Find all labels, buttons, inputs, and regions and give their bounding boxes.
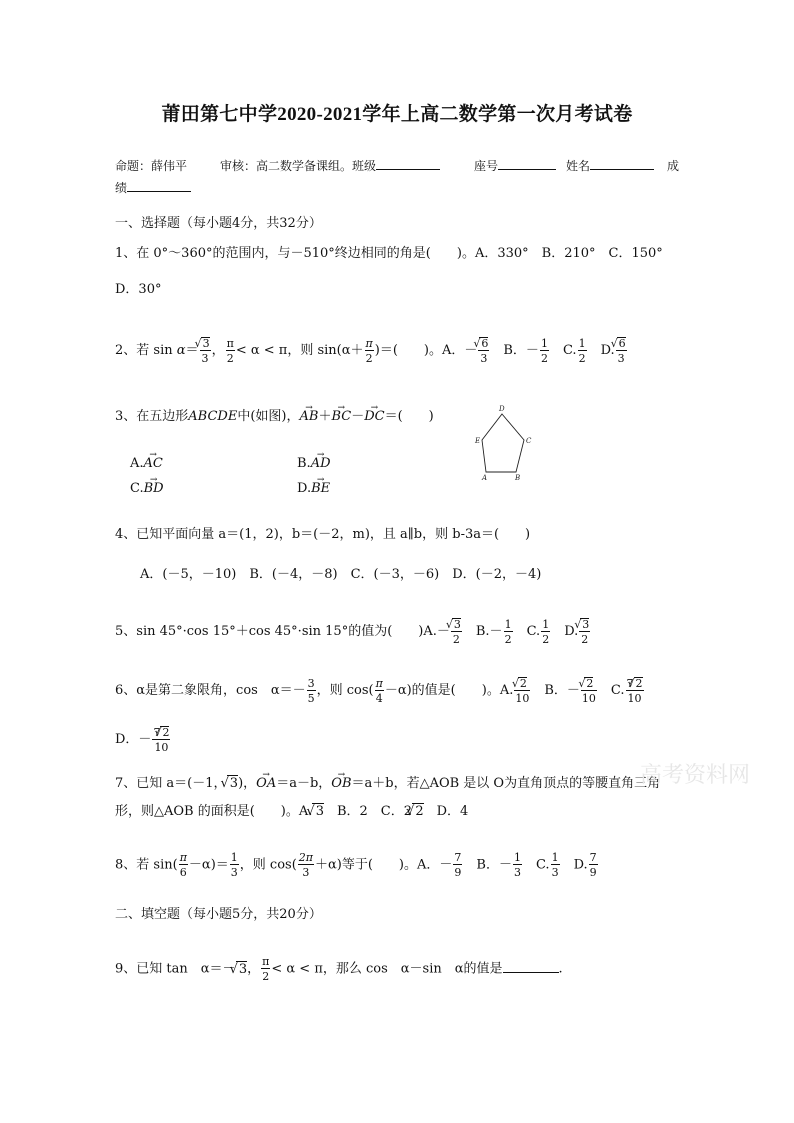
question-1-option-d: D．30°: [115, 282, 162, 297]
reviewer-text: 审核：高二数学备课组。班级: [220, 159, 377, 173]
question-3-option-a: A.→ AC: [130, 456, 163, 472]
name-field: [566, 158, 654, 174]
answer-blank[interactable]: [503, 972, 559, 973]
name-label: 姓名: [566, 159, 591, 173]
question-7-line-2: 形，则△AOB 的面积是( )。A.√ 3 B．2 C．2√ 2 D．4: [115, 803, 468, 820]
pentagon-diagram: [472, 402, 542, 484]
score-blank[interactable]: [127, 191, 191, 192]
question-6-option-d: D．－ $\frac{7√ 2}{10}$: [115, 726, 171, 753]
section-fill-heading: 二、填空题（每小题5分，共20分）: [115, 907, 322, 922]
vertex-label-c: C: [526, 437, 532, 445]
name-blank[interactable]: [590, 169, 654, 170]
question-2: 2、若 sin α＝ √ $\frac{3}{3}$ ， $\frac{\pi}{2}$ < α < π，则 sin(α＋ $\frac{\pi}{2}$ )＝( )。A．－ √ $\frac{6}{3}$ B．－ $\frac{1}{2}$ C. $\frac{1}{2}$ D. √ $\frac{6}{3}$: [115, 337, 628, 364]
question-8: 8、若 sin( $\frac{\pi}{6}$ －α)＝ $\frac{1}{3}$ ，则 cos( $\frac{2\pi}{3}$ ＋α)等于( )。A．－ $\frac{7}{9}$ B．－ $\frac{1}{3}$ C. $\frac{1}{3}$ D. $\frac{7}{9}$: [115, 851, 597, 879]
question-6: 6、α是第二象限角，cos α＝－ $\frac{3}{5}$ ，则 cos( $\frac{\pi}{4}$ －α)的值是( )。A. √ $\frac{2}{10}$ B．－ √ $\frac{2}{10}$ C. $\frac{7√ 2}{10}$: [115, 677, 645, 704]
class-blank[interactable]: [376, 169, 440, 170]
question-3: 3、在五边形ABCDE中(如图)，→ AB＋→ BC－→ DC＝( ): [115, 409, 434, 425]
question-9: 9、已知 tan α＝－√ 3， $\frac{\pi}{2}$ < α < π，那么 cos α－sin α的值是 .: [115, 956, 563, 982]
question-3-option-b: B.→ AD: [297, 456, 331, 472]
vertex-label-e: E: [475, 437, 481, 445]
watermark-text: 高考资料网: [640, 763, 751, 788]
exam-reviewer: [220, 158, 440, 174]
seat-label: 座号: [474, 159, 499, 173]
vertex-label-b: B: [515, 474, 521, 482]
score-label-a: 成: [667, 159, 680, 173]
section-choice-heading: 一、选择题（每小题4分，共32分）: [115, 216, 322, 231]
page-title: 莆田第七中学2020-2021学年上高二数学第一次月考试卷: [161, 104, 633, 125]
question-4-options: A．(－5，－10) B．(－4，－8) C．(－3，－6) D．(－2，－4): [140, 567, 542, 582]
question-3-option-c: C.→ BD: [130, 481, 164, 497]
question-1: 1、在 0°～360°的范围内，与－510°终边相同的角是( )。A．330° B．210° C．150°: [115, 246, 663, 261]
vertex-label-a: A: [482, 474, 488, 482]
vertex-label-d: D: [499, 405, 505, 413]
question-5: 5、sin 45°·cos 15°＋cos 45°·sin 15°的值为( )A.－ √ $\frac{3}{2}$ B.－ $\frac{1}{2}$ C. $\frac{1}{2}$ D. √ $\frac{3}{2}$: [115, 618, 591, 645]
question-4: 4、已知平面向量 a＝(1，2)，b＝(－2，m)，且 a∥b，则 b-3a＝( ): [115, 527, 531, 542]
seat-blank[interactable]: [498, 169, 556, 170]
score-label-b: 绩: [115, 181, 128, 195]
pentagon-shape: [482, 414, 524, 472]
question-7: 7、已知 a＝(－1，√ 3)，→ OA＝a－b，→ OB＝a＋b，若△AOB 是以 O为直角顶点的等腰直角三角: [115, 775, 660, 792]
question-3-option-d: D.→ BE: [297, 481, 330, 497]
score-field: [115, 180, 191, 196]
exam-author: 命题：薛伟平: [115, 159, 188, 173]
seat-field: [474, 158, 556, 174]
